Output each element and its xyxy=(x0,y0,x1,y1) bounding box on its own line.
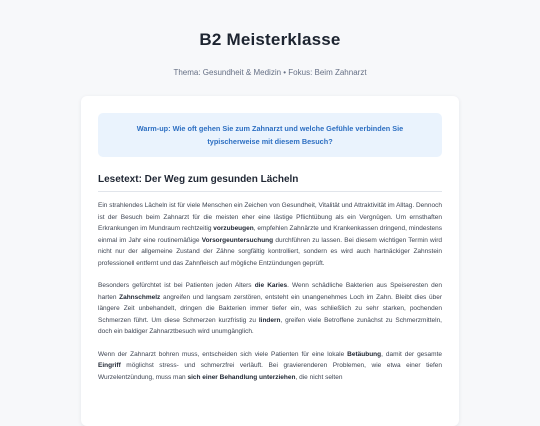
section-divider xyxy=(98,191,442,192)
text-run: durchführen zu lassen. Bei diesem wichtigen Termin wird nicht nur der allgemeine Zustand der Zähne sorgfältig kontrolliert, sondern es wird auch hartnäckiger Zahnstein professionell entfernt und das Zahnfleisch auf mögliche Entzündungen geprüft. xyxy=(98,236,442,267)
vocab-term: sich einer Behandlung unterziehen xyxy=(187,373,296,381)
vocab-term: Eingriff xyxy=(98,362,121,369)
warmup-text: Warm-up: Wie oft gehen Sie zum Zahnarzt und welche Gefühle verbinden Sie typischerweise mit diesem Besuch? xyxy=(136,124,404,146)
text-run: Besonders gefürchtet ist bei Patienten jeden Alters xyxy=(98,282,255,289)
reading-text xyxy=(98,200,442,394)
paragraph-3 xyxy=(98,349,442,384)
vocab-term: Zahnschmelz xyxy=(119,293,161,301)
vocab-term: vorzubeugen xyxy=(213,225,254,232)
vocab-term: Betäubung xyxy=(347,350,382,358)
page-subtitle: Thema: Gesundheit & Medizin • Fokus: Beim Zahnarzt xyxy=(173,68,367,77)
paragraph-1 xyxy=(98,200,442,269)
vocab-term: die Karies xyxy=(254,282,288,289)
text-run: möglichst stress- und schmerzfrei verläuft. Bei gravierenderen Problemen, wie etwa einer tiefen Wurzelentzündung, muss man xyxy=(98,362,442,381)
text-run: , damit der gesamte xyxy=(381,350,442,358)
reading-title: Lesetext: Der Weg zum gesunden Lächeln xyxy=(98,174,299,185)
paragraph-2 xyxy=(98,280,442,338)
text-run: angreifen und langsam zerstören, entsteht ein unangenehmes Loch im Zahn. Bleibt dies über längere Zeit unbehandelt, dringen die Bakterien immer tiefer ein, was schließlich zu sehr starken, pochenden Schmerzen führt. Um diese Schmerzen kurzfristig zu xyxy=(98,293,442,324)
text-run: , die nicht selten xyxy=(295,373,343,381)
lesson-card xyxy=(81,96,459,426)
text-run: Ein strahlendes Lächeln ist für viele Menschen ein Zeichen von Gesundheit, Vitalität und Attraktivität im Alltag. Dennoch ist der Besuch beim Zahnarzt für die meisten eher eine lästige Pflichtübung als ein Vergnügen. Um ernsthaften Erkrankungen im Mundraum rechtzeitig xyxy=(98,202,442,232)
text-run: . Wenn schädliche Bakterien aus Speiseresten den harten xyxy=(98,282,442,301)
page-header xyxy=(0,30,540,77)
warmup-box xyxy=(98,113,442,157)
text-run: , empfehlen Zahnärzte und Krankenkassen dringend, mindestens einmal im Jahr eine routinemäßige xyxy=(98,225,442,244)
page-title: B2 Meisterklasse xyxy=(199,30,341,49)
text-run: Wenn der Zahnarzt bohren muss, entscheiden sich viele Patienten für eine lokale xyxy=(98,350,348,358)
vocab-term: Vorsorgeuntersuchung xyxy=(201,236,274,244)
text-run: , greifen viele Betroffene zunächst zu Schmerzmitteln, doch ein baldiger Zahnarztbesuch wird unumgänglich. xyxy=(98,316,442,335)
vocab-term: lindern xyxy=(258,316,281,324)
